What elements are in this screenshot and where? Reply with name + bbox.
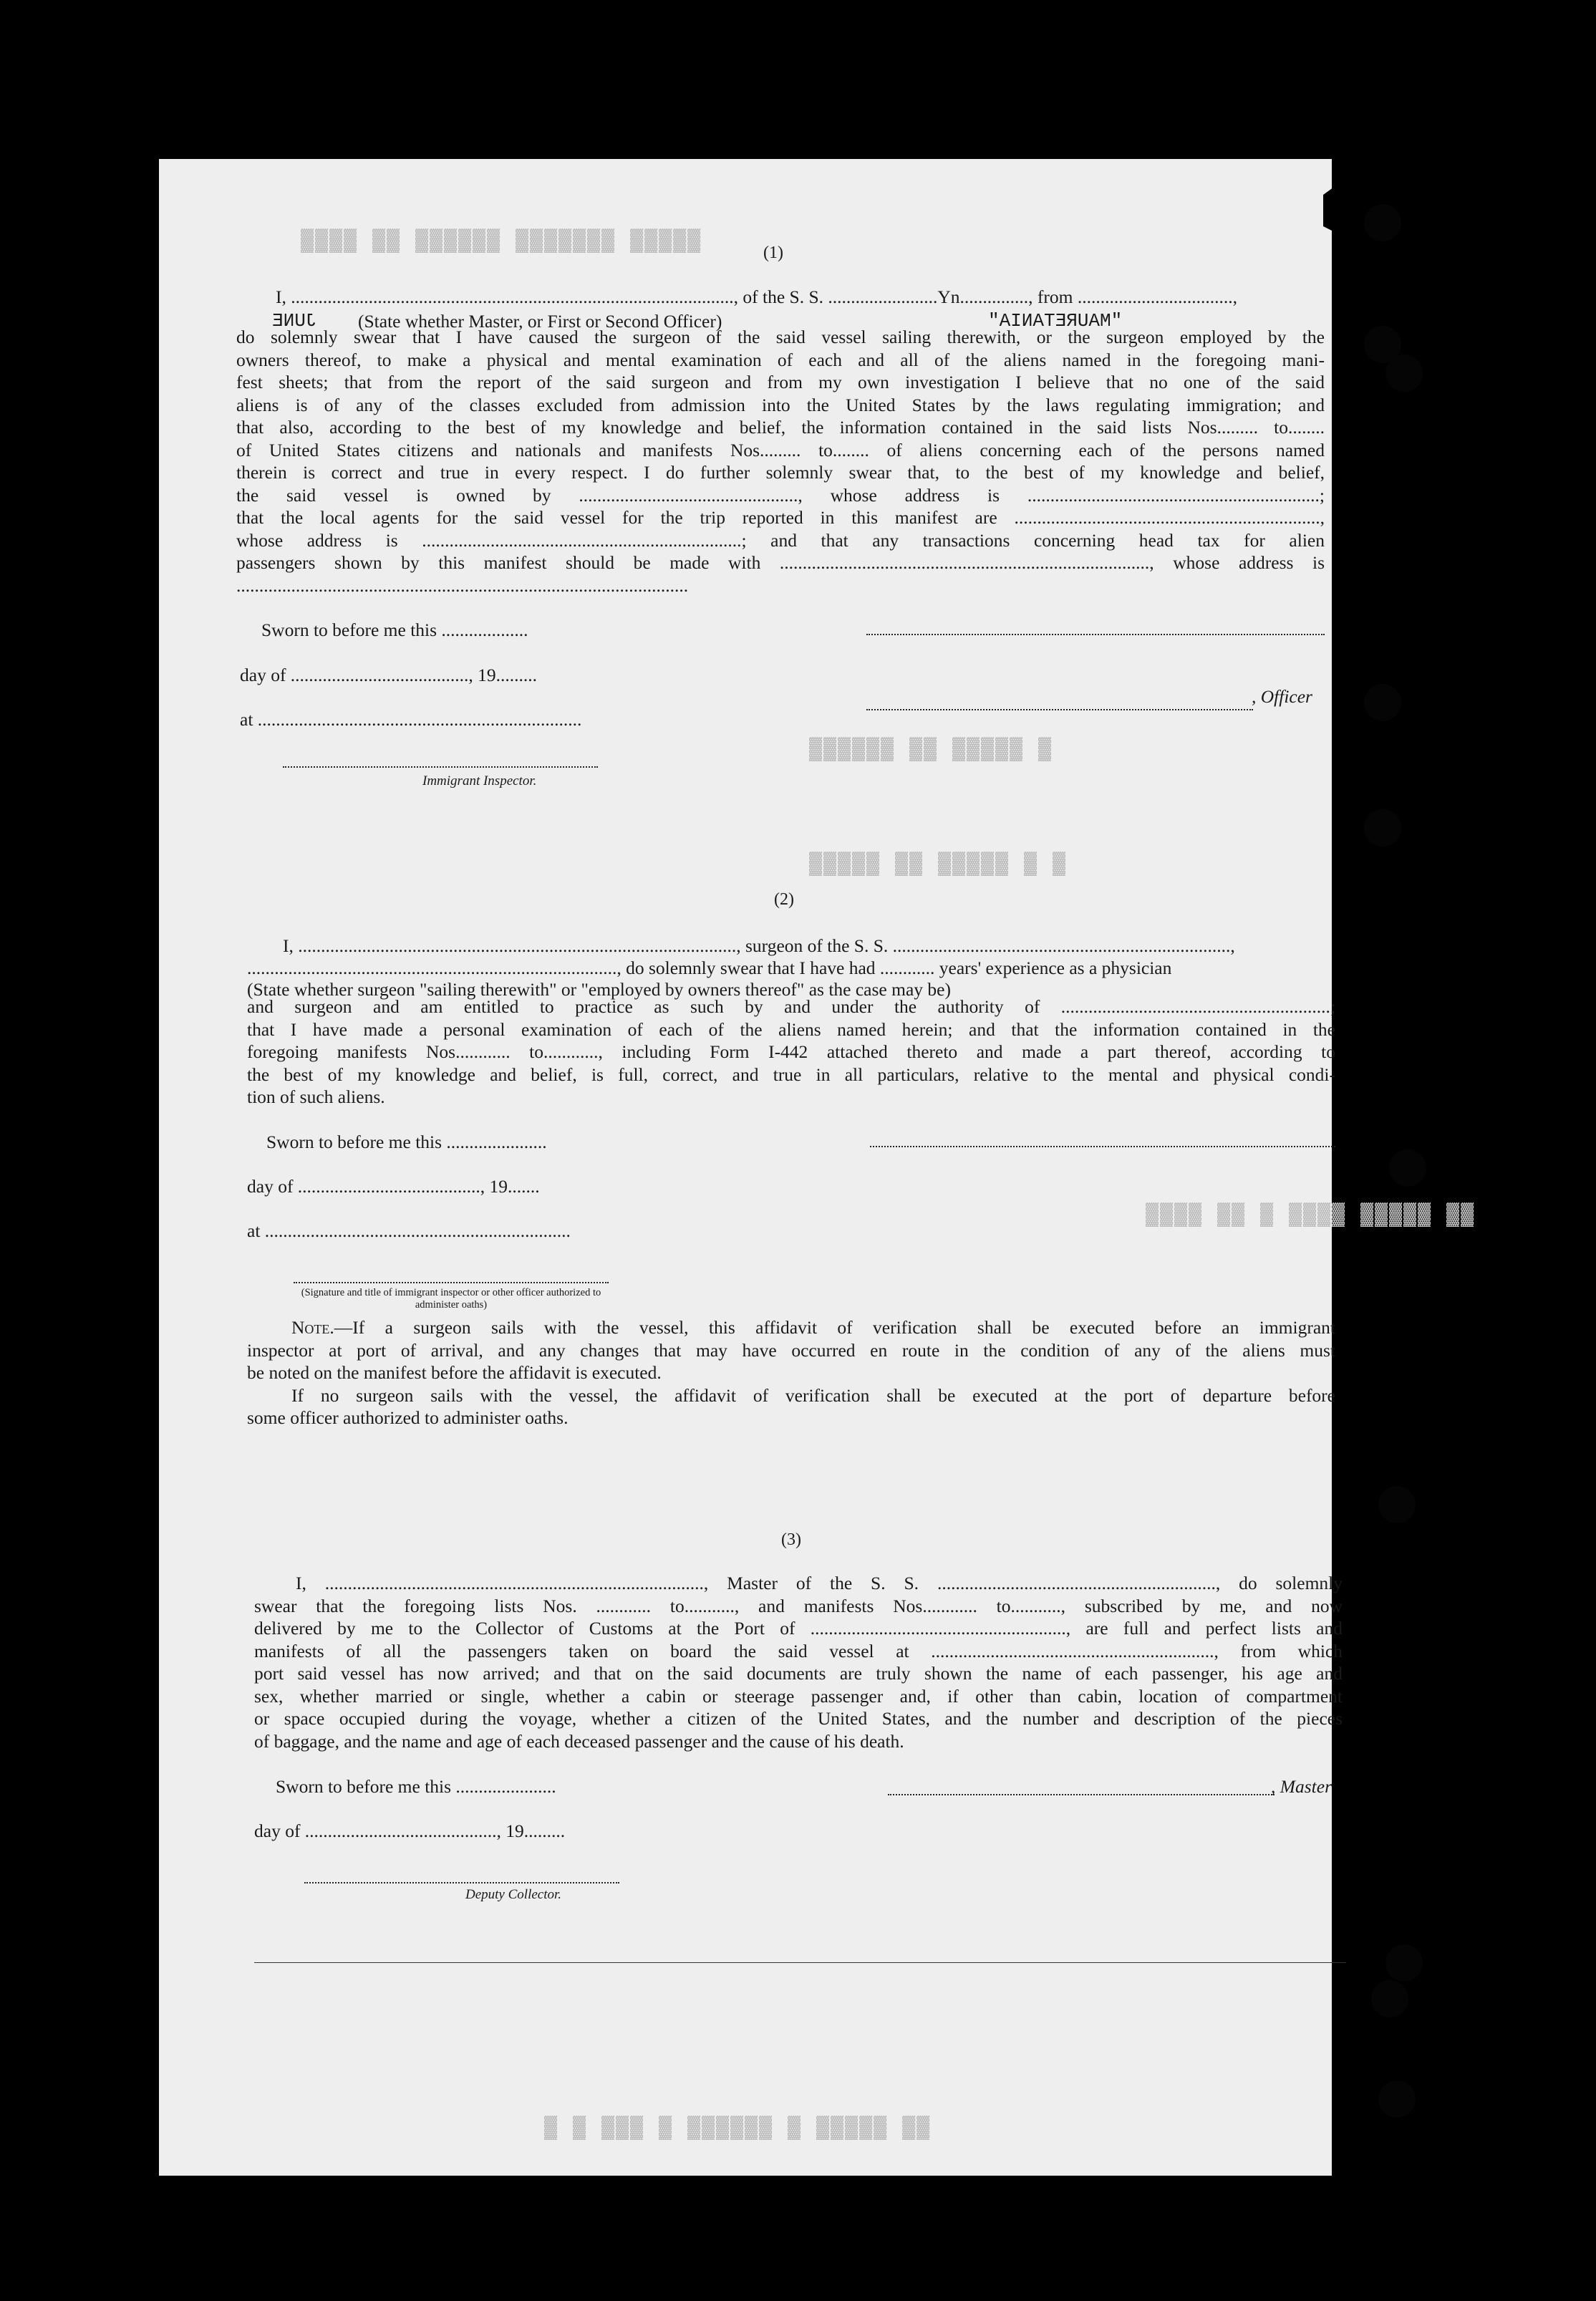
inspector-signature-line <box>283 766 598 768</box>
note-line: be noted on the manifest before the affidavit is executed. <box>247 1362 662 1383</box>
oath-line: sex, whether married or single, whether a cabin or steerage passenger and, if other than cabin, location of compartment <box>254 1685 1343 1707</box>
oath-line: foregoing manifests Nos............ to............, including Form I-442 attached thereto and made a part thereof, according to <box>247 1041 1335 1062</box>
day-line: day of ......................................., 19......... <box>240 665 538 685</box>
oath-line: that I have made a personal examination of each of the aliens named herein; and that the information contained in the <box>247 1018 1335 1040</box>
oath-line: the said vessel is owned by ................................................, whose address is ................................................................; <box>236 484 1325 506</box>
oath-line: that also, according to the best of my knowledge and belief, the information contained in the said lists Nos......... to........ <box>236 417 1325 438</box>
at-line: at ....................................................................... <box>240 709 582 730</box>
binder-hole <box>1364 204 1401 241</box>
oath-line: that the local agents for the said vessel for the trip reported in this manifest are ..................................................................., <box>236 507 1325 528</box>
binder-hole <box>1364 809 1401 846</box>
section-2-oath <box>247 995 1335 1109</box>
oath-line: of baggage, and the name and age of each deceased passenger and the cause of his death. <box>254 1730 904 1752</box>
bleed-through-text: ▓ ▓ ▓▓▓ ▓ ▓▓▓▓▓▓ ▓ ▓▓▓▓▓ ▓▓ <box>544 2116 932 2141</box>
surgeon-status-caption: (State whether surgeon "sailing therewith" or "employed by owners thereof" as the case may be) <box>247 979 951 1000</box>
master-signature-line <box>888 1794 1275 1795</box>
officer-caption: , Officer <box>1252 686 1312 707</box>
signature-title-caption: (Signature and title of immigrant inspector or other officer authorized to administer oaths) <box>301 1287 601 1311</box>
officer-signature-line <box>866 709 1253 710</box>
oath-line: and surgeon and am entitled to practice as such by and under the authority of ...........................................................; <box>247 996 1335 1017</box>
binder-hole <box>1389 1149 1426 1187</box>
oath-line: therein is correct and true in every respect. I do further solemnly swear that, to the best of my knowledge and belief, <box>236 462 1325 483</box>
binder-hole <box>1385 354 1423 392</box>
oath-line: swear that the foregoing lists Nos. ............ to..........., and manifests Nos............ to..........., subscribed by me, and now <box>254 1595 1343 1616</box>
officer-top-line <box>866 634 1325 635</box>
oath-line: manifests of all the passengers taken on board the said vessel at .............................................................., from which <box>254 1640 1343 1661</box>
binder-hole <box>1364 684 1401 721</box>
note-label: Note. <box>291 1317 334 1338</box>
bleed-through-text: ▓▓▓▓ ▓▓ ▓ ▓▓▓▓ ▓▓▓▓▓ ▓▓ <box>1146 1203 1476 1227</box>
oath-line: passengers shown by this manifest should be made with ................................................................................., whose address is <box>236 552 1325 573</box>
oath-line: the best of my knowledge and belief, is full, correct, and true in all particulars, relative to the mental and physical condi- <box>247 1063 1335 1085</box>
surgeon-line-2: ................................................................................., do solemnly swear that I have had ............ years' experience as a physician <box>247 957 1172 978</box>
oath-line: of United States citizens and nationals and manifests Nos......... to........ of aliens concerning each of the persons named <box>236 439 1325 460</box>
oath-line: I, ..................................................................................., Master of the S. S. ............................................................., do solemnly <box>296 1573 1343 1593</box>
oath-line: or space occupied during the voyage, whether a citizen of the United States, and the number and description of the pieces <box>254 1708 1343 1729</box>
oath-line: ................................................................................................... <box>236 574 689 596</box>
handwritten-month: JUNE <box>272 310 317 332</box>
bleed-through-text: ▓▓▓▓▓▓ ▓▓ ▓▓▓▓▓ ▓ <box>809 738 1053 762</box>
section-3-heading: (3) <box>781 1530 801 1549</box>
oath-line: whose address is ......................................................................; and that any transactions concerning head tax for alien <box>236 529 1325 551</box>
surgeon-inspector-signature-line <box>294 1282 609 1283</box>
sworn-line: Sworn to before me this ...................... <box>266 1132 547 1152</box>
oath-line: do solemnly swear that I have caused the surgeon of the said vessel sailing therewith, or the surgeon employed by the <box>236 327 1325 347</box>
section-1-oath <box>236 326 1325 597</box>
collector-signature-line <box>304 1882 619 1883</box>
binder-hole <box>1378 2080 1416 2118</box>
oath-line: fest sheets; that from the report of the said surgeon and from my own investigation I believe that no one of the said <box>236 372 1325 392</box>
day-line: day of .........................................., 19......... <box>254 1820 566 1841</box>
at-line: at ................................................................... <box>247 1220 571 1241</box>
stamped-ship-name: "MAURETANIA" <box>988 310 1123 332</box>
note-line: some officer authorized to administer oaths. <box>247 1407 569 1428</box>
master-caption: , Master <box>1271 1776 1332 1797</box>
immigrant-inspector-caption: Immigrant Inspector. <box>422 773 537 788</box>
oath-line: owners thereof, to make a physical and mental examination of each and all of the aliens named in the foregoing mani- <box>236 349 1325 370</box>
binder-hole <box>1385 1944 1423 1982</box>
bleed-through-text: ▓▓▓▓▓ ▓▓ ▓▓▓▓▓ ▓ ▓ <box>809 852 1068 877</box>
day-line: day of ........................................, 19....... <box>247 1176 540 1197</box>
oath-line: aliens is of any of the classes excluded from admission into the United States by the laws regulating immigration; and <box>236 394 1325 415</box>
section-2-heading: (2) <box>774 890 794 909</box>
section-3-oath <box>254 1572 1343 1752</box>
sworn-line: Sworn to before me this ...................... <box>276 1776 556 1797</box>
oath-line: port said vessel has now arrived; and that on the said documents are truly shown the name of each passenger, his age and <box>254 1663 1343 1684</box>
officer-line: I, ................................................................................................., of the S. S. ........................Yn..............., from .................................., <box>276 286 1237 307</box>
binder-hole <box>1371 1980 1408 2017</box>
note-line <box>247 1316 1335 1339</box>
bleed-through-text: ▓▓▓▓ ▓▓ ▓▓▓▓▓▓ ▓▓▓▓▓▓▓ ▓▓▓▓▓ <box>301 229 702 254</box>
binder-hole <box>1378 1486 1416 1523</box>
oath-line: delivered by me to the Collector of Customs at the Port of ........................................................, are full and perfect lists and <box>254 1618 1343 1639</box>
section-1-heading: (1) <box>763 243 783 262</box>
deputy-collector-caption: Deputy Collector. <box>465 1887 562 1902</box>
surgeon-line-1: I, ................................................................................................, surgeon of the S. S. .........................................................................., <box>283 935 1235 956</box>
note-line: inspector at port of arrival, and any changes that may have occurred en route in the condition of any of the aliens must <box>247 1339 1335 1361</box>
surgeon-note <box>247 1316 1335 1429</box>
sworn-line: Sworn to before me this ................... <box>261 619 528 640</box>
bottom-rule <box>254 1962 1346 1963</box>
oath-line: tion of such aliens. <box>247 1086 385 1107</box>
note-line: If no surgeon sails with the vessel, the affidavit of verification shall be executed at the port of departure before <box>291 1384 1335 1406</box>
section-1-line-1 <box>276 286 1332 308</box>
surgeon-signature-line <box>870 1146 1335 1147</box>
note-text: —If a surgeon sails with the vessel, this affidavit of verification shall be executed before an immigrant <box>334 1317 1335 1338</box>
officer-rank-caption: (State whether Master, or First or Second Officer) <box>358 311 722 332</box>
